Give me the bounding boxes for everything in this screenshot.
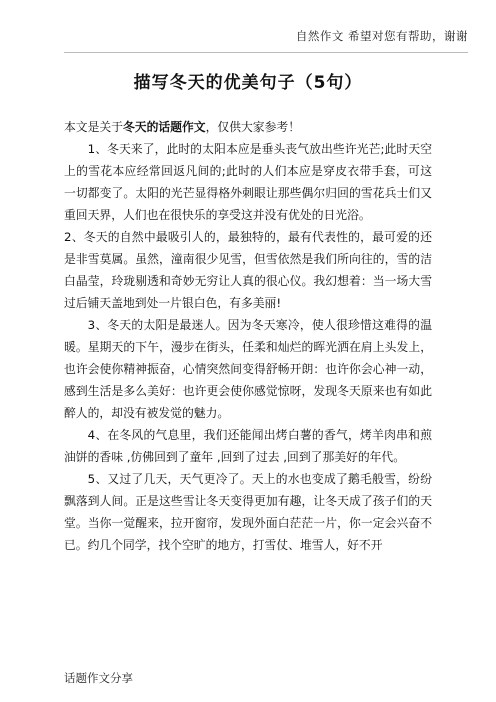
paragraph-5: 5、又过了几天，天气更冷了。天上的水也变成了鹅毛般雪，纷纷飘落到人间。正是这些雪让冬天变得更加有趣，让冬天成了孩子们的天堂。当你一觉醒来，拉开窗帘，发现外面白茫茫一片，你一定会兴奋不已。约几个同学，找个空旷的地方，打雪仗、堆雪人，好不开 bbox=[64, 472, 432, 552]
intro-bold-topic: 话题作文 bbox=[158, 120, 206, 134]
paragraph-2: 2、冬天的自然中最吸引人的，最独特的，最有代表性的，最可爱的还是非雪莫属。虽然，潼南很少见雪，但雪依然是我们所向往的，雪的洁白晶莹，玲珑剔透和奇妙无穷让人真的很心仪。我幻想着：当一场大雪过后铺天盖地到处一片银白色，有多美丽! bbox=[64, 230, 432, 310]
intro-paragraph bbox=[64, 116, 432, 138]
intro-prefix: 本文是关于 bbox=[64, 120, 123, 134]
document-body bbox=[64, 116, 432, 556]
paragraph-1: 1、冬天来了，此时的太阳本应是垂头丧气放出些许光芒;此时天空上的雪花本应经常回返凡间的;此时的人们本应是穿皮衣带手套，可这一切都变了。太阳的光芒显得格外刺眼让那些偶尔归回的雪花兵士们又重回天界，人们也在很快乐的享受这并没有优处的日光浴。 bbox=[64, 142, 432, 222]
page-header: 自然作文 希望对您有帮助，谢谢 bbox=[295, 29, 468, 43]
header-divider bbox=[64, 52, 468, 53]
paragraph-4: 4、在冬风的气息里，我们还能闻出烤白薯的香气，烤羊肉串和煎油饼的香味 ,仿佛回到了童年 ,回到了过去 ,回到了那美好的年代。 bbox=[64, 428, 432, 464]
intro-suffix: ，仅供大家参考！ bbox=[205, 120, 300, 134]
intro-bold-winter: 冬天的 bbox=[123, 120, 159, 134]
paragraph-3: 3、冬天的太阳是最迷人。因为冬天寒冷，使人很珍惜这难得的温暖。星期天的下午，漫步在街头，任柔和灿烂的晖光洒在肩上头发上，也许会使你精神振奋，心情突然间变得舒畅开朗：也许你会心神一动，感到生活是多么美好：也许更会使你感觉惊呀，发现冬天原来也有如此醉人的，却没有被发觉的魅力。 bbox=[64, 318, 432, 420]
document-title: 描写冬天的优美句子（5句） bbox=[133, 73, 363, 93]
page-footer: 话题作文分享 bbox=[64, 671, 133, 685]
